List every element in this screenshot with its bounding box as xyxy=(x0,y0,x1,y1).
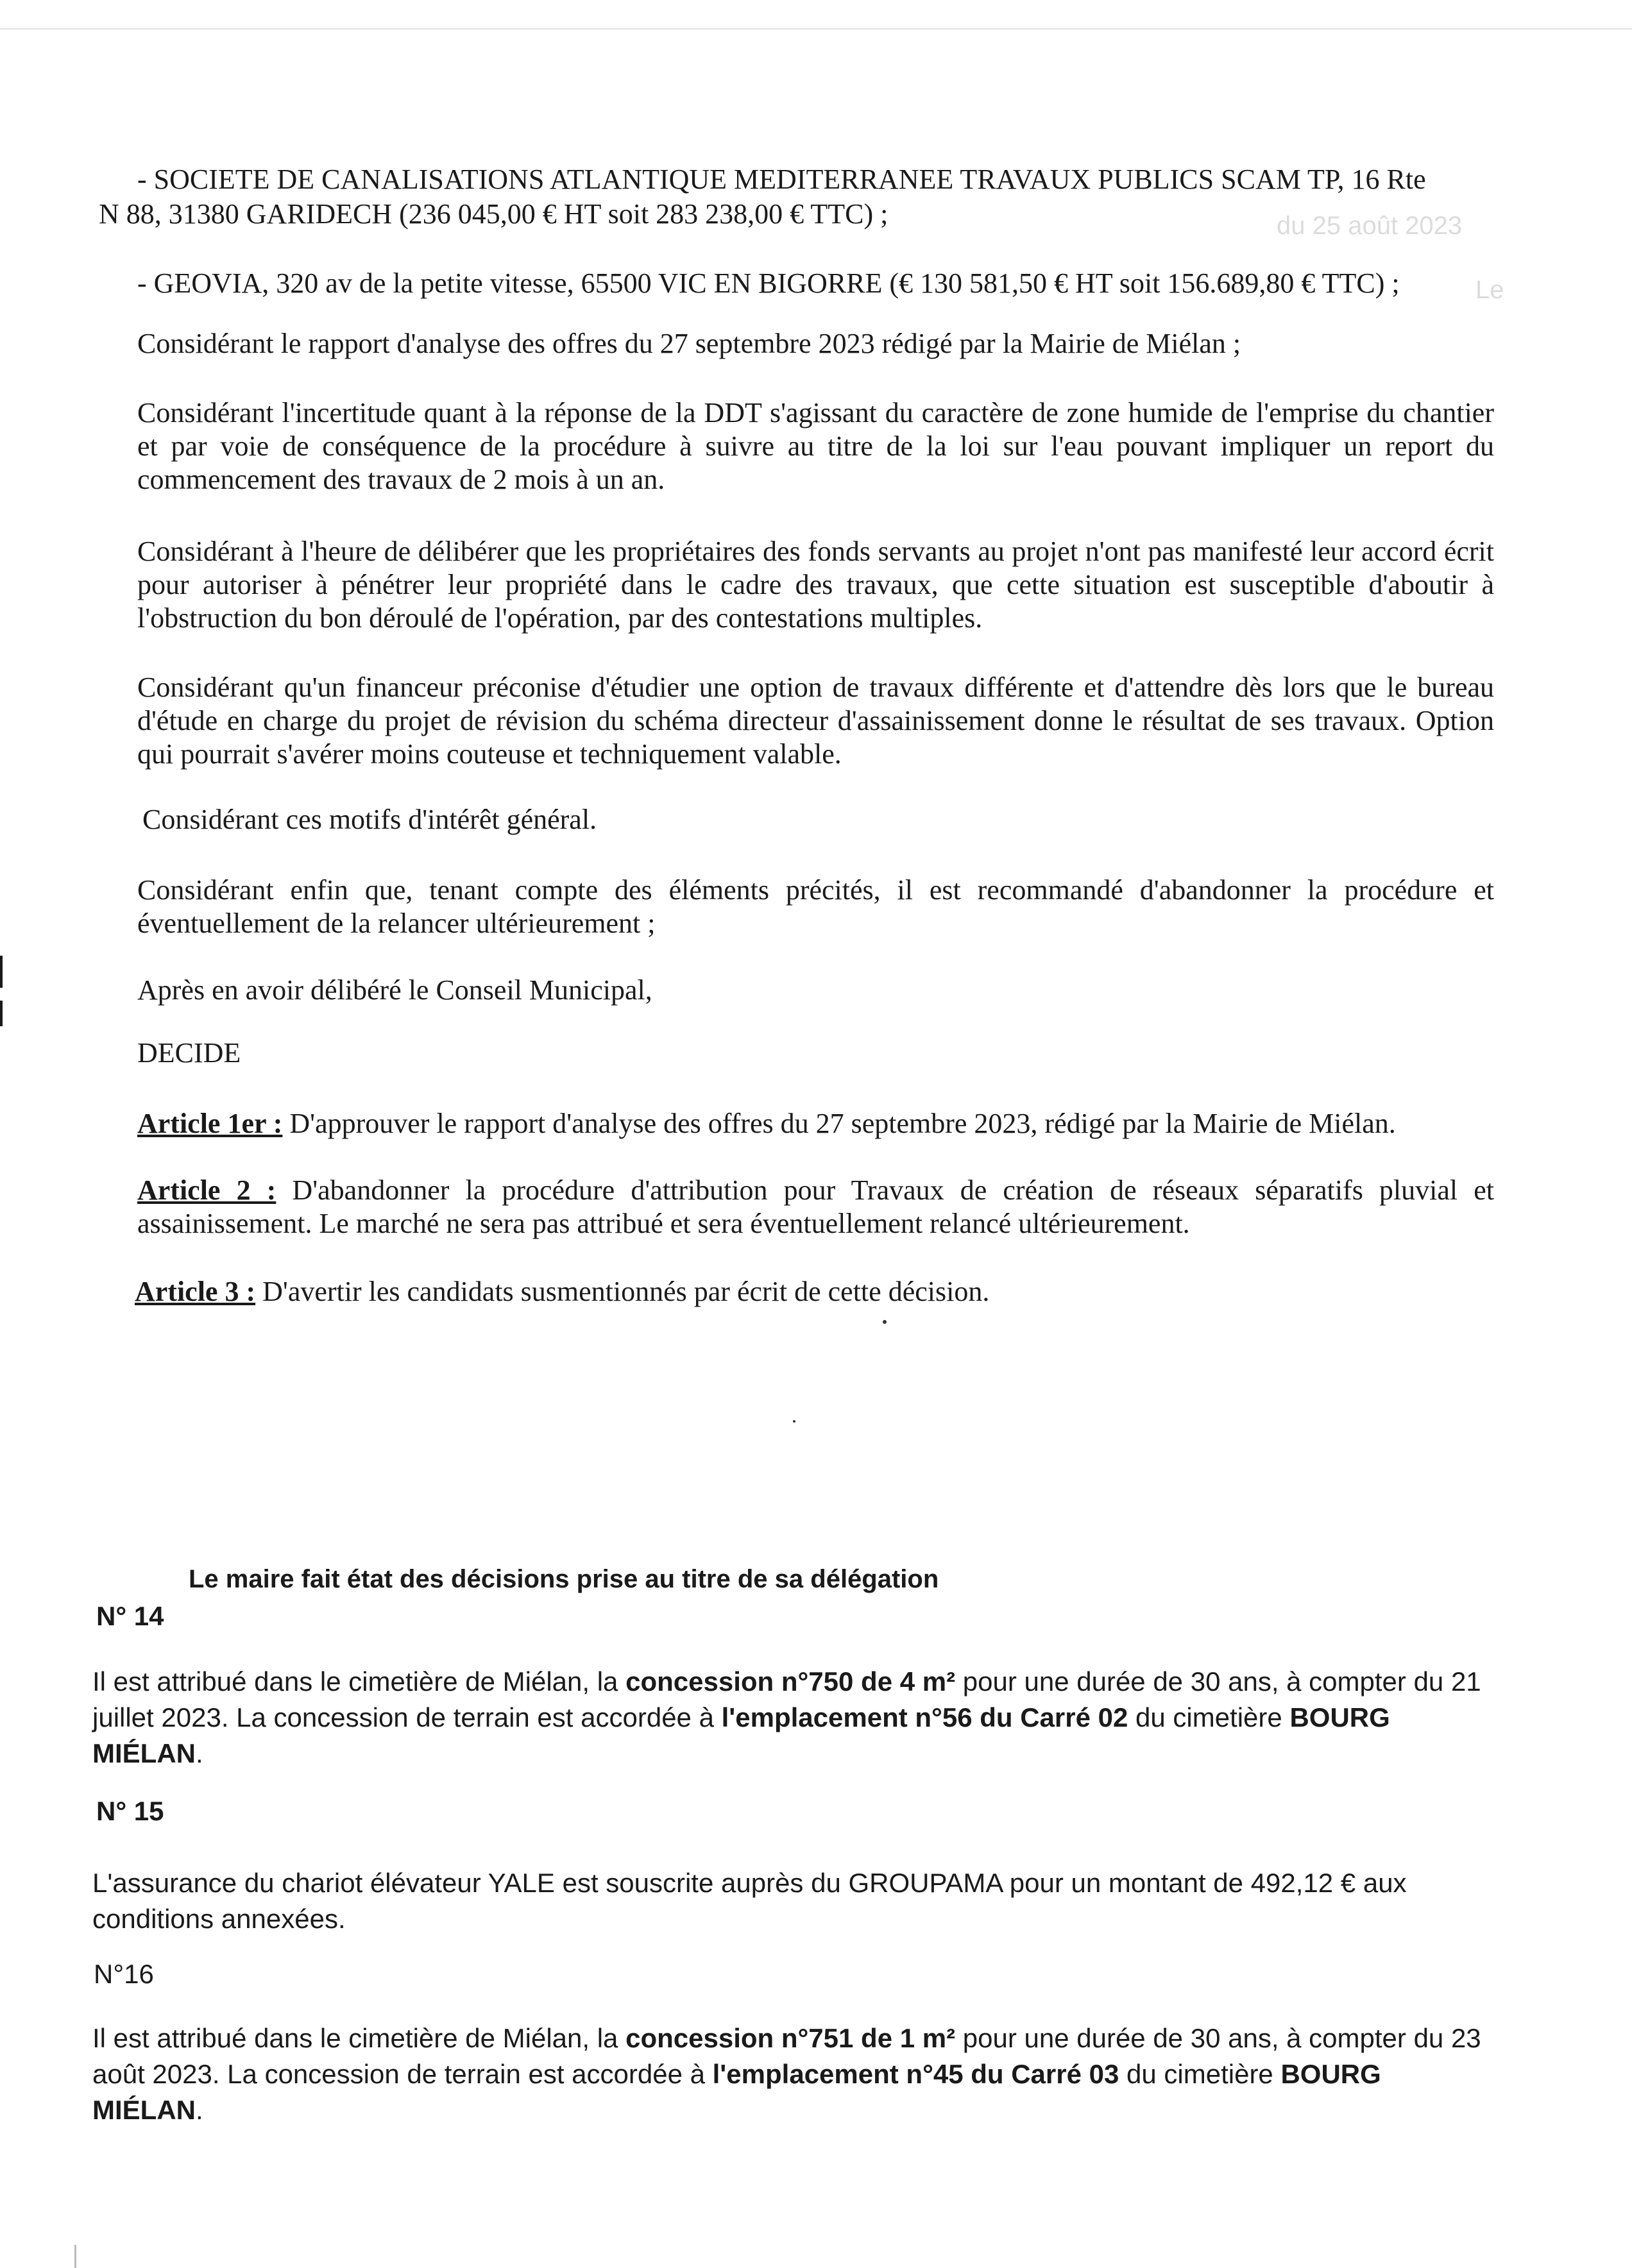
considerant-ddt: Considérant l'incertitude quant à la réponse de la DDT s'agissant du caractère de zone humide de l'emprise du chantier et par voie de conséquence de la procédure à suivre au titre de la loi sur l'eau pouvant impliquer un report du commencement des travaux de 2 mois à un an. xyxy=(137,397,1494,495)
decision-15-number: N° 15 xyxy=(96,1796,164,1826)
scan-top-edge xyxy=(0,28,1632,30)
considerant-rapport: Considérant le rapport d'analyse des offres du 27 septembre 2023 rédigé par la Mairie de Miélan ; xyxy=(137,328,1241,359)
decision-14-text: Il est attribué dans le cimetière de Miélan, la concession n°750 de 4 m² pour une durée de 30 ans, à compter du 21 juillet 2023. La concession de terrain est accordée à l'emplacement n°56 du Carré 02 du cimetière BOURG MIÉLAN. xyxy=(92,1666,1481,1768)
article-1-text: D'approuver le rapport d'analyse des offres du 27 septembre 2023, rédigé par la Mairie de Miélan. xyxy=(282,1108,1396,1139)
scan-speck xyxy=(883,1320,887,1324)
considerant-motifs: Considérant ces motifs d'intérêt général. xyxy=(142,804,597,835)
decision-14-number: N° 14 xyxy=(96,1601,164,1631)
candidate-geovia: - GEOVIA, 320 av de la petite vitesse, 65500 VIC EN BIGORRE (€ 130 581,50 € HT soit 156.689,80 € TTC) ; xyxy=(137,267,1400,299)
decision-16-number: N°16 xyxy=(94,1959,154,1989)
decide-heading: DECIDE xyxy=(137,1037,241,1069)
considerant-financeur: Considérant qu'un financeur préconise d'étudier une option de travaux différente et d'attendre dès lors que le bureau d'étude en charge du projet de révision du schéma directeur d'assainissement donne le résultat de ses travaux. Option qui pourrait s'avérer moins couteuse et techniquement valable. xyxy=(137,672,1494,770)
article-2-label: Article 2 : xyxy=(137,1174,276,1206)
considerant-proprietaires: Considérant à l'heure de délibérer que les propriétaires des fonds servants au projet n'ont pas manifesté leur accord écrit pour autoriser à pénétrer leur propriété dans le cadre des travaux, que cette situation est susceptible d'aboutir à l'obstruction du bon déroulé de l'opération, par des contestations multiples. xyxy=(137,536,1494,634)
decisions-heading: Le maire fait état des décisions prise au titre de sa délégation xyxy=(189,1565,939,1593)
show-through-text: du 25 août 2023 xyxy=(1277,212,1463,240)
decision-15-text: L'assurance du chariot élévateur YALE est souscrite auprès du GROUPAMA pour un montant de 492,12 € aux conditions annexées. xyxy=(92,1868,1407,1934)
decision-16-text: Il est attribué dans le cimetière de Miélan, la concession n°751 de 1 m² pour une durée de 30 ans, à compter du 23 août 2023. La concession de terrain est accordée à l'emplacement n°45 du Carré 03 du cimetière BOURG MIÉLAN. xyxy=(92,2023,1481,2125)
considerant-enfin: Considérant enfin que, tenant compte des éléments précités, il est recommandé d'abandonner la procédure et éventuellement de la relancer ultérieurement ; xyxy=(137,874,1494,939)
scan-edge-mark xyxy=(0,1001,3,1026)
article-3-label: Article 3 : xyxy=(135,1276,256,1307)
candidate-scam-line2: N 88, 31380 GARIDECH (236 045,00 € HT soit 283 238,00 € TTC) ; xyxy=(99,198,888,230)
article-3 xyxy=(135,1275,989,1308)
apres-deliberation: Après en avoir délibéré le Conseil Municipal, xyxy=(137,974,652,1006)
scan-edge-mark xyxy=(74,2245,76,2268)
scan-edge-mark xyxy=(0,956,3,988)
article-1-label: Article 1er : xyxy=(137,1108,283,1139)
article-2-text: D'abandonner la procédure d'attribution pour Travaux de création de réseaux séparatifs pluvial et assainissement. Le marché ne sera pas attribué et sera éventuellement relancé ultérieurement. xyxy=(137,1174,1494,1239)
show-through-text: Le xyxy=(1475,276,1504,304)
article-1 xyxy=(137,1107,1396,1140)
scan-speck xyxy=(793,1420,795,1423)
candidate-scam-line1: - SOCIETE DE CANALISATIONS ATLANTIQUE MEDITERRANEE TRAVAUX PUBLICS SCAM TP, 16 Rte xyxy=(137,164,1426,195)
article-2 xyxy=(99,1174,1494,1240)
article-3-text: D'avertir les candidats susmentionnés par écrit de cette décision. xyxy=(255,1276,990,1307)
